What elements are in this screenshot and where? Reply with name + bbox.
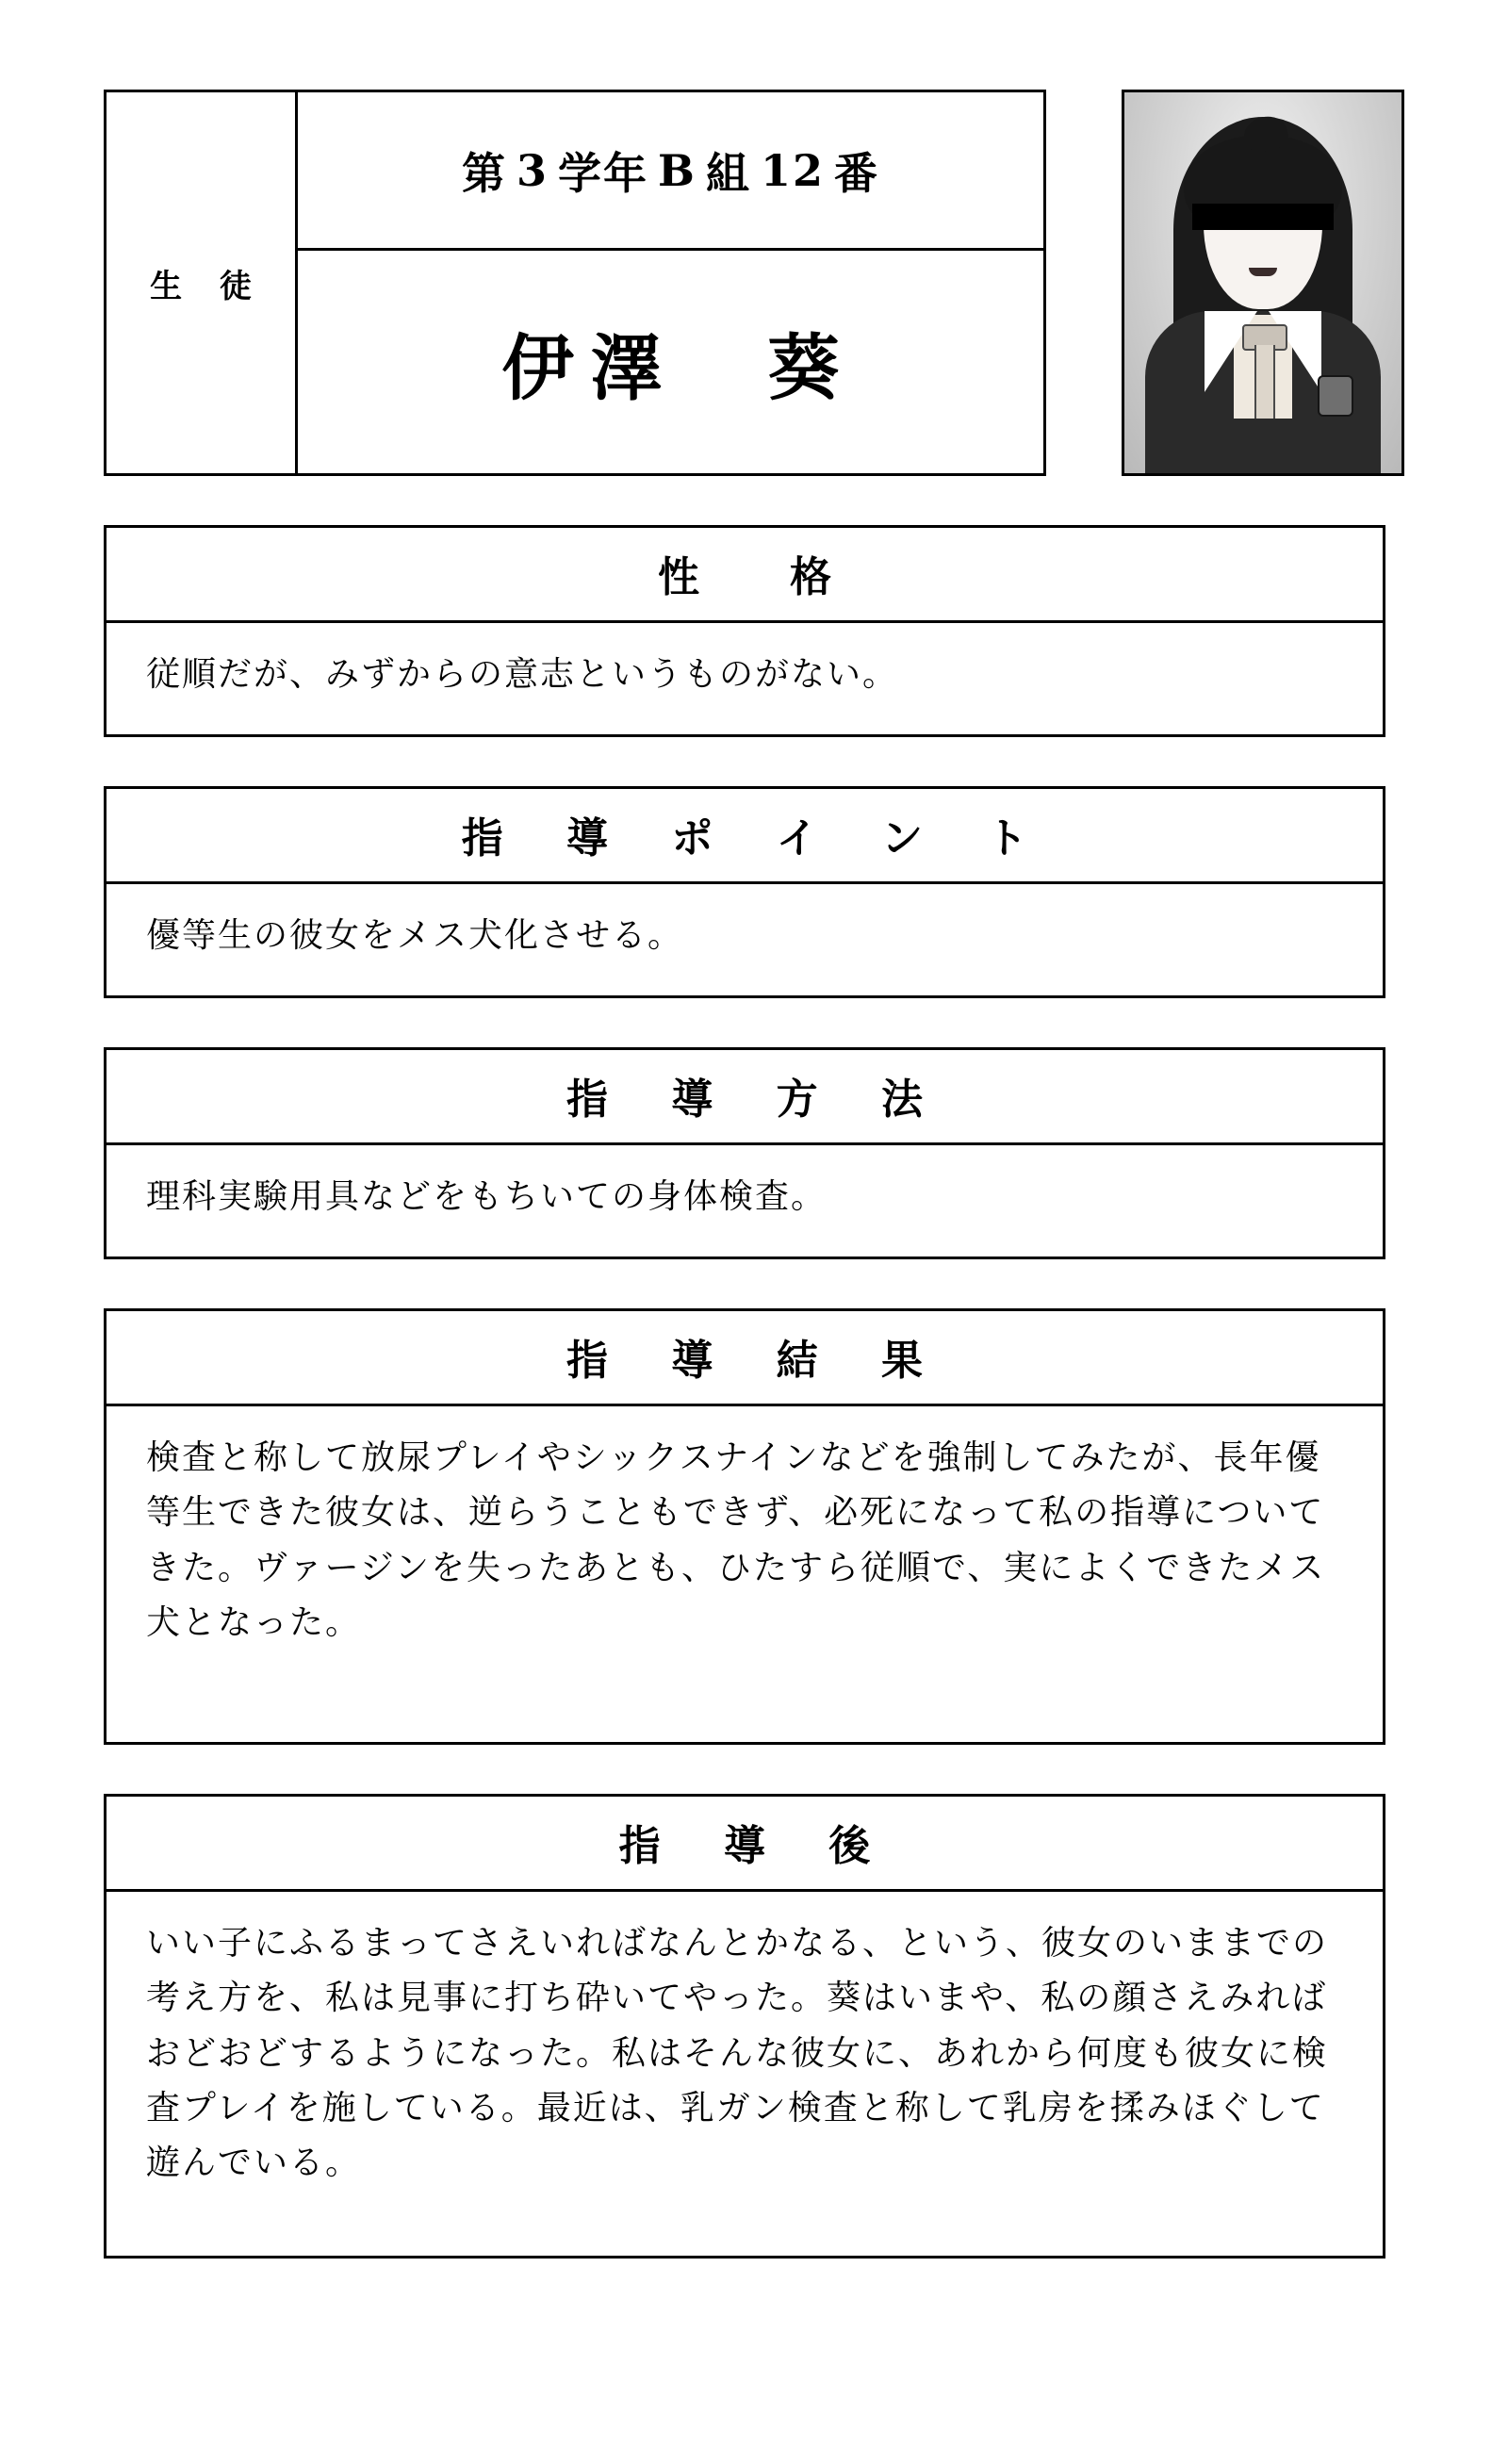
- section-text: 検査と称して放尿プレイやシックスナインなどを強制してみたが、長年優等生できた彼女は、逆らうこともできず、必死になって私の指導についてきた。ヴァージンを失ったあとも、ひたすら従順で、実によくできたメス犬となった。: [146, 1438, 1326, 1642]
- student-name: 伊澤 葵: [501, 325, 857, 410]
- section-guidance-point: [104, 786, 1385, 998]
- section-body: [107, 1892, 1383, 2256]
- section-text: 従順だが、みずからの意志というものがない。: [146, 655, 899, 694]
- section-text: 優等生の彼女をメス犬化させる。: [146, 916, 684, 955]
- header-row: [104, 90, 1404, 476]
- student-id-table: [104, 90, 1046, 476]
- school-badge-icon: [1318, 375, 1353, 417]
- mouth-shape: [1249, 268, 1277, 276]
- censor-bar-icon: [1192, 204, 1334, 230]
- student-id-right: [298, 92, 1043, 473]
- class-letter: B: [658, 144, 697, 196]
- section-body: [107, 1406, 1383, 1742]
- class-grade: 3: [516, 144, 549, 196]
- class-prefix: 第: [462, 147, 508, 199]
- section-text: 理科実験用具などをもちいての身体検査。: [146, 1177, 828, 1216]
- class-number: 12: [760, 144, 825, 196]
- section-after-guidance: [104, 1794, 1385, 2259]
- section-title: 性 格: [107, 528, 1383, 623]
- collar-right: [1269, 311, 1321, 392]
- section-title: 指 導 方 法: [107, 1050, 1383, 1145]
- student-portrait: [1122, 90, 1404, 476]
- class-line: [298, 92, 1043, 251]
- necktie-icon: [1254, 345, 1275, 419]
- collar-left: [1205, 311, 1257, 392]
- class-letter-suffix: 組: [705, 147, 751, 199]
- section-title: 指 導 結 果: [107, 1311, 1383, 1406]
- section-text: いい子にふるまってさえいればなんとかなる、という、彼女のいままでの考え方を、私は見事に打ち砕いてやった。葵はいまや、私の顔さえみればおどおどするようになった。私はそんな彼女に、あれから何度も彼女に検査プレイを施している。最近は、乳ガン検査と称して乳房を揉みほぐして遊んでいる。: [146, 1924, 1329, 2183]
- section-guidance-result: [104, 1308, 1385, 1745]
- student-label: 生 徒: [107, 92, 298, 473]
- section-personality: [104, 525, 1385, 737]
- class-grade-suffix: 学年: [558, 147, 649, 199]
- section-title: 指 導 後: [107, 1797, 1383, 1892]
- section-title: 指 導 ポ イ ン ト: [107, 789, 1383, 884]
- section-guidance-method: [104, 1047, 1385, 1259]
- section-body: [107, 1145, 1383, 1257]
- section-body: [107, 884, 1383, 995]
- section-body: [107, 623, 1383, 734]
- class-number-suffix: 番: [833, 147, 879, 199]
